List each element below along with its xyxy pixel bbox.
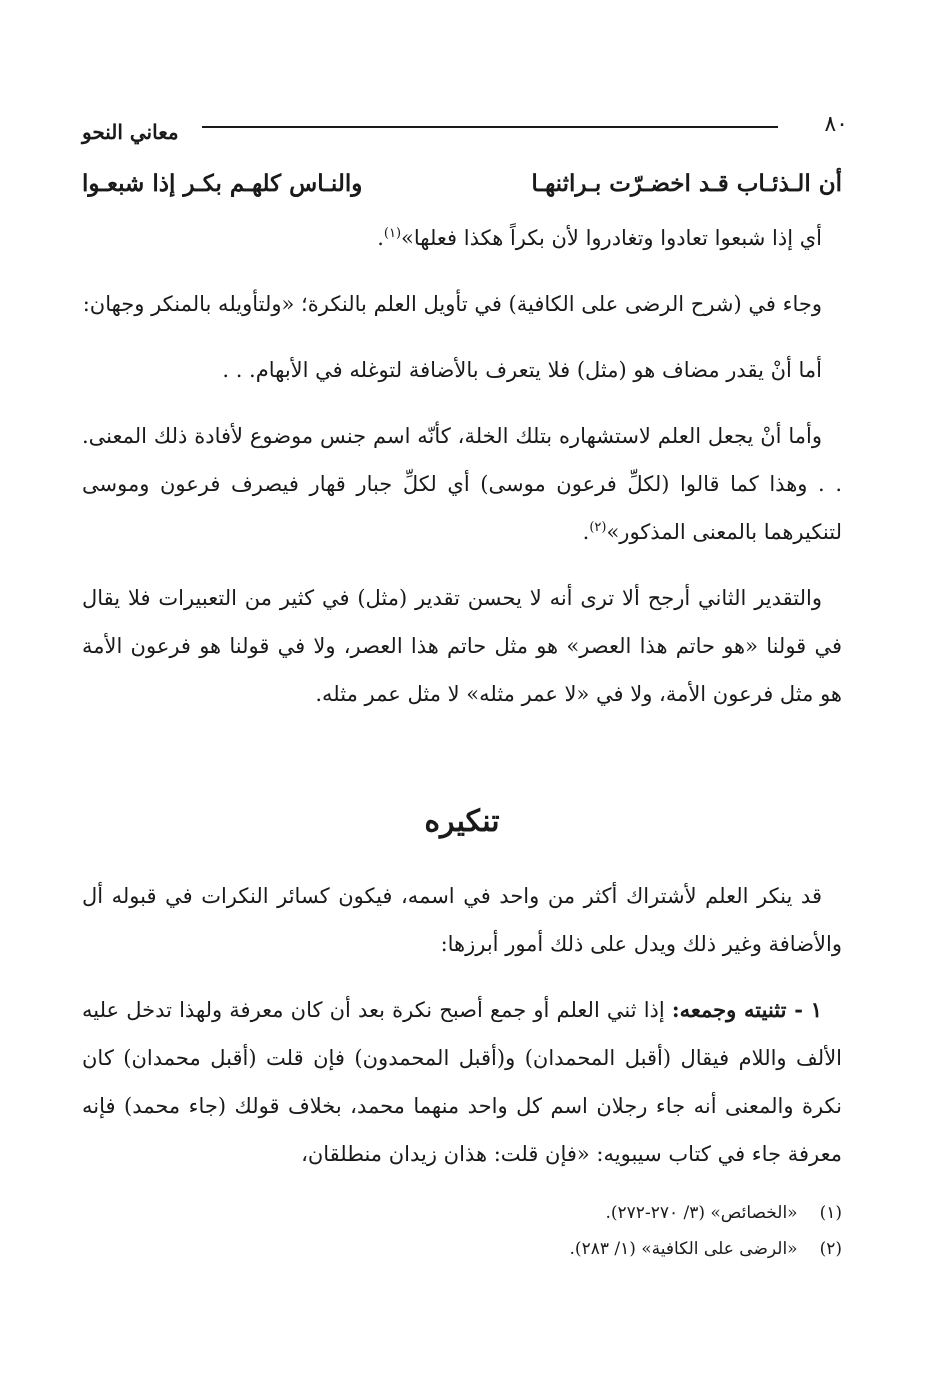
- footnote: [82, 1231, 842, 1267]
- footnote-ref[interactable]: (٢): [589, 520, 607, 535]
- page-number: ٨٠: [824, 112, 848, 137]
- paragraph: وجاء في (شرح الرضى على الكافية) في تأويل العلم بالنكرة؛ «ولتأويله بالمنكر وجهان:: [82, 292, 822, 316]
- footnote-number: (١): [819, 1203, 842, 1223]
- header-rule: [202, 126, 778, 128]
- section-intro: قد ينكر العلم لأشتراك أكثر من واحد في اسمه، فيكون كسائر النكرات في قبوله أل والأضافة وغير ذلك ويدل على ذلك أمور أبرزها:: [82, 884, 842, 956]
- section-heading: تنكيره: [424, 804, 500, 839]
- footnote-number: (٢): [819, 1239, 842, 1259]
- paragraph-text: وأما أنْ يجعل العلم لاستشهاره بتلك الخلة، كأنّه اسم جنس موضوع لأفادة ذلك المعنى. . . وهذا كما قالوا (لكلِّ فرعون موسى) أي لكلِّ جبار قهار فيصرف فرعون وموسى لتنكيرهما بالمعنى المذكور»: [82, 424, 842, 544]
- paragraph: [82, 412, 842, 556]
- footnotes: [82, 1195, 842, 1267]
- paragraph-end: .: [377, 226, 384, 250]
- footnote-text: «الرضى على الكافية» (١/ ٢٨٣).: [569, 1239, 798, 1259]
- footnote: [82, 1195, 842, 1231]
- item-text: إذا ثني العلم أو جمع أصبح نكرة بعد أن كان معرفة ولهذا تدخل عليه الألف واللام فيقال (أقبل المحمدان) و(أقبل المحمدون) فإن قلت (أقبل محمدان) كان نكرة والمعنى أنه جاء رجلان اسم كل واحد منهما محمد، بخلاف قولك (جاء محمد) فإنه معرفة جاء في كتاب سيبويه: «فإن قلت: هذان زيدان منطلقان،: [82, 998, 842, 1166]
- main-text: [82, 160, 842, 1196]
- paragraph-text: أي إذا شبعوا تعادوا وتغادروا لأن بكراً هكذا فعلها»: [401, 226, 822, 250]
- paragraph: والتقدير الثاني أرجح ألا ترى أنه لا يحسن تقدير (مثل) في كثير من التعبيرات فلا يقال في قولنا «هو حاتم هذا العصر» هو مثل حاتم هذا العصر، ولا في قولنا هو فرعون الأمة هو مثل فرعون الأمة، ولا في «لا عمر مثله» لا مثل عمر مثله.: [82, 586, 842, 706]
- running-title: معاني النحو: [82, 120, 179, 144]
- paragraph: أما أنْ يقدر مضاف هو (مثل) فلا يتعرف بالأضافة لتوغله في الأبهام. . .: [222, 358, 822, 382]
- item-label: ١ - تثنيته وجمعه:: [671, 997, 822, 1022]
- numbered-item: [82, 986, 842, 1178]
- footnote-ref[interactable]: (١): [383, 226, 402, 241]
- poetry-verse: [82, 160, 842, 208]
- verse-right-hemistich: أن الـذئـاب قـد اخضـرّت بـراثنهـا: [531, 170, 842, 197]
- running-header: [82, 108, 848, 148]
- verse-left-hemistich: والنـاس كلهـم بكـر إذا شبعـوا: [82, 170, 363, 197]
- paragraph: [82, 214, 842, 262]
- footnote-text: «الخصائص» (٣/ ٢٧٠-٢٧٢).: [605, 1203, 798, 1223]
- paragraph-end: .: [582, 520, 590, 544]
